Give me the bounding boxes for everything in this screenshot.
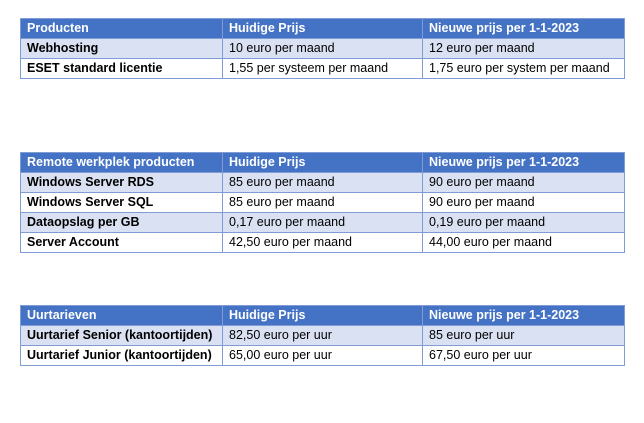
new-price-cell: 12 euro per maand [423, 39, 625, 59]
table-row [21, 326, 625, 346]
product-name-cell: Dataopslag per GB [21, 213, 223, 233]
new-price-cell: 1,75 euro per system per maand [423, 59, 625, 79]
rate-name-cell: Uurtarief Senior (kantoortijden) [21, 326, 223, 346]
column-header-new-price: Nieuwe prijs per 1-1-2023 [423, 19, 625, 39]
table-header-row [21, 19, 625, 39]
column-header-current-price: Huidige Prijs [223, 19, 423, 39]
current-price-cell: 10 euro per maand [223, 39, 423, 59]
current-price-cell: 82,50 euro per uur [223, 326, 423, 346]
current-price-cell: 85 euro per maand [223, 173, 423, 193]
table-header-row [21, 306, 625, 326]
current-price-cell: 0,17 euro per maand [223, 213, 423, 233]
column-header-current-price: Huidige Prijs [223, 306, 423, 326]
table-header-row [21, 153, 625, 173]
column-header-new-price: Nieuwe prijs per 1-1-2023 [423, 153, 625, 173]
table-row [21, 39, 625, 59]
new-price-cell: 44,00 euro per maand [423, 233, 625, 253]
new-price-cell: 67,50 euro per uur [423, 346, 625, 366]
product-name-cell: Server Account [21, 233, 223, 253]
table-row [21, 213, 625, 233]
column-header-rate: Uurtarieven [21, 306, 223, 326]
current-price-cell: 65,00 euro per uur [223, 346, 423, 366]
table-row [21, 193, 625, 213]
column-header-current-price: Huidige Prijs [223, 153, 423, 173]
table-row [21, 173, 625, 193]
table-row [21, 233, 625, 253]
column-header-product: Producten [21, 19, 223, 39]
new-price-cell: 90 euro per maand [423, 173, 625, 193]
new-price-cell: 90 euro per maand [423, 193, 625, 213]
remote-workplace-price-table [20, 152, 625, 253]
table-row [21, 346, 625, 366]
table-row [21, 59, 625, 79]
column-header-new-price: Nieuwe prijs per 1-1-2023 [423, 306, 625, 326]
new-price-cell: 85 euro per uur [423, 326, 625, 346]
hourly-rates-table [20, 305, 625, 366]
product-name-cell: Webhosting [21, 39, 223, 59]
current-price-cell: 85 euro per maand [223, 193, 423, 213]
products-price-table [20, 18, 625, 79]
current-price-cell: 42,50 euro per maand [223, 233, 423, 253]
column-header-product: Remote werkplek producten [21, 153, 223, 173]
rate-name-cell: Uurtarief Junior (kantoortijden) [21, 346, 223, 366]
product-name-cell: Windows Server SQL [21, 193, 223, 213]
product-name-cell: Windows Server RDS [21, 173, 223, 193]
product-name-cell: ESET standard licentie [21, 59, 223, 79]
new-price-cell: 0,19 euro per maand [423, 213, 625, 233]
current-price-cell: 1,55 per systeem per maand [223, 59, 423, 79]
